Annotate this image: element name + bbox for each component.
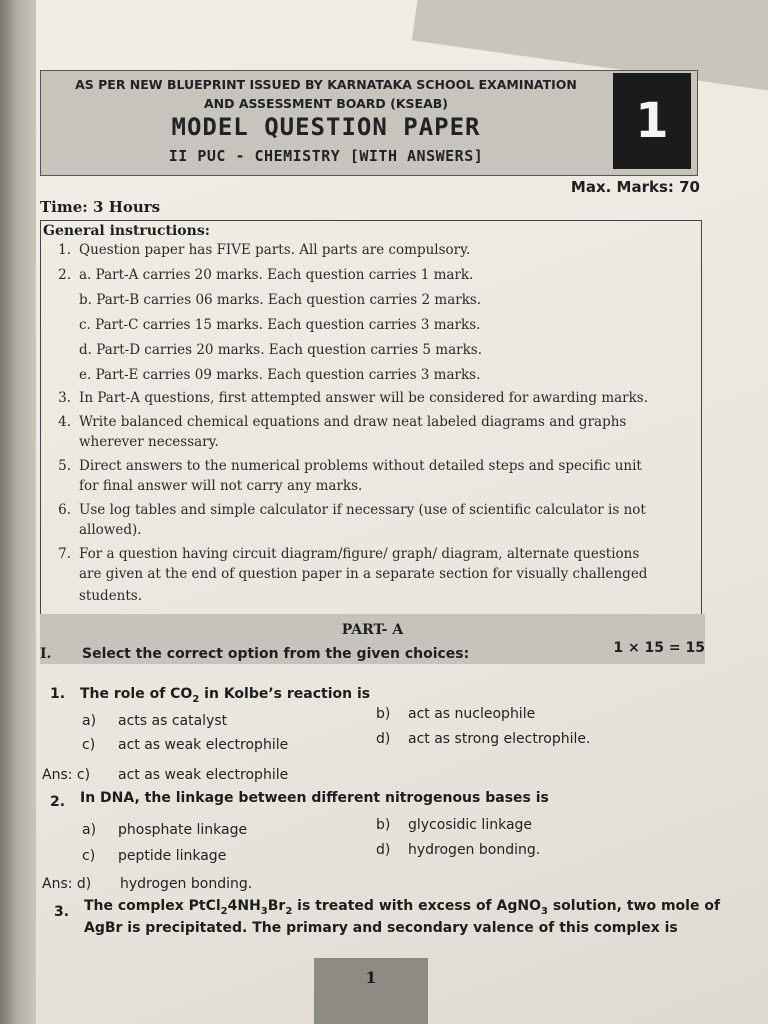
option-text: act as nucleophile xyxy=(408,706,536,722)
section-marks: 1 × 15 = 15 xyxy=(613,640,705,656)
question-3-text xyxy=(84,898,720,917)
q3-part: 4NH xyxy=(227,898,261,914)
part-a-band xyxy=(40,614,705,664)
q3-sub: 3 xyxy=(260,905,268,917)
book-binding xyxy=(0,0,40,1024)
option-label: c) xyxy=(82,848,96,864)
option-label: b) xyxy=(376,817,391,833)
section-title: Select the correct option from the given choices: xyxy=(82,646,470,662)
answer-text: act as weak electrophile xyxy=(118,767,289,783)
instruction-num: 7. xyxy=(58,546,71,562)
instruction-text: Direct answers to the numerical problems without detailed steps and specific unit xyxy=(79,458,642,474)
page-subtitle: II PUC - CHEMISTRY [WITH ANSWERS] xyxy=(168,147,484,165)
q3-sub: 2 xyxy=(285,905,293,917)
option-text: act as weak electrophile xyxy=(118,737,289,753)
instruction-text: For a question having circuit diagram/figure/ graph/ diagram, alternate questions xyxy=(79,546,640,562)
question-1-text-pre: The role of CO xyxy=(80,686,193,702)
instruction-text: for final answer will not carry any marks. xyxy=(79,478,363,494)
answer-text: hydrogen bonding. xyxy=(120,876,253,892)
instruction-num: 6. xyxy=(58,502,71,518)
question-2-text: In DNA, the linkage between different nitrogenous bases is xyxy=(80,790,549,806)
option-label: a) xyxy=(82,713,97,729)
question-1-text-post: in Kolbe’s reaction is xyxy=(199,686,371,702)
instruction-text: allowed). xyxy=(79,522,142,538)
instruction-text: Use log tables and simple calculator if necessary (use of scientific calculator is not xyxy=(79,502,646,518)
instruction-num: 1. xyxy=(58,242,71,258)
page-title: MODEL QUESTION PAPER xyxy=(171,113,481,141)
instruction-text: wherever necessary. xyxy=(79,434,219,450)
option-label: b) xyxy=(376,706,391,722)
option-text: hydrogen bonding. xyxy=(408,842,541,858)
option-label: d) xyxy=(376,842,391,858)
instructions-title: General instructions: xyxy=(43,223,210,239)
header-line-2: AND ASSESSMENT BOARD (KSEAB) xyxy=(204,96,448,111)
instruction-num: 2. xyxy=(58,267,71,283)
option-text: phosphate linkage xyxy=(118,822,248,838)
q3-part: is treated with excess of AgNO xyxy=(292,898,541,914)
instruction-num: 3. xyxy=(58,390,71,406)
option-label: c) xyxy=(82,737,96,753)
answer-label: Ans: c) xyxy=(42,767,91,783)
instruction-text: Question paper has FIVE parts. All parts are compulsory. xyxy=(79,242,471,258)
option-text: glycosidic linkage xyxy=(408,817,533,833)
header-banner xyxy=(40,70,698,176)
q3-sub: 2 xyxy=(220,905,228,917)
answer-label: Ans: d) xyxy=(42,876,92,892)
instruction-text: Write balanced chemical equations and draw neat labeled diagrams and graphs xyxy=(79,414,627,430)
q3-part: Br xyxy=(267,898,286,914)
page-number-box xyxy=(314,958,428,1024)
instruction-text: students. xyxy=(79,588,143,604)
question-1-number: 1. xyxy=(50,686,66,702)
instructions-box xyxy=(40,220,702,616)
q3-part: solution, two mole of xyxy=(547,898,721,914)
question-1-subscript: 2 xyxy=(192,693,200,705)
question-2-number: 2. xyxy=(50,794,66,810)
instruction-text: In Part-A questions, first attempted answer will be considered for awarding marks. xyxy=(79,390,649,406)
option-text: peptide linkage xyxy=(118,848,227,864)
instruction-text: e. Part-E carries 09 marks. Each question carries 3 marks. xyxy=(79,367,481,383)
instruction-num: 5. xyxy=(58,458,71,474)
instruction-text: d. Part-D carries 20 marks. Each question carries 5 marks. xyxy=(79,342,482,358)
instruction-text: are given at the end of question paper in a separate section for visually challenged xyxy=(79,566,648,582)
page-number: 1 xyxy=(365,968,377,987)
instruction-num: 4. xyxy=(58,414,71,430)
q3-sub: 3 xyxy=(541,905,548,917)
section-number: I. xyxy=(40,646,52,662)
option-label: a) xyxy=(82,822,97,838)
question-3-number: 3. xyxy=(54,904,70,920)
part-a-title: PART- A xyxy=(341,622,404,638)
header-line-1: AS PER NEW BLUEPRINT ISSUED BY KARNATAKA SCHOOL EXAMINATION xyxy=(75,77,577,92)
option-text: act as strong electrophile. xyxy=(408,731,591,747)
instruction-text: a. Part-A carries 20 marks. Each question carries 1 mark. xyxy=(79,267,474,283)
option-text: acts as catalyst xyxy=(118,713,228,729)
instruction-text: c. Part-C carries 15 marks. Each question carries 3 marks. xyxy=(79,317,481,333)
exam-time: Time: 3 Hours xyxy=(40,198,161,216)
option-label: d) xyxy=(376,731,391,747)
paper-number-badge: 1 xyxy=(613,73,691,169)
q3-part: The complex PtCl xyxy=(84,898,221,914)
instruction-text: b. Part-B carries 06 marks. Each question carries 2 marks. xyxy=(79,292,482,308)
max-marks: Max. Marks: 70 xyxy=(570,178,700,196)
question-1-text xyxy=(80,686,370,705)
question-3-text-line2: AgBr is precipitated. The primary and secondary valence of this complex is xyxy=(84,920,678,936)
